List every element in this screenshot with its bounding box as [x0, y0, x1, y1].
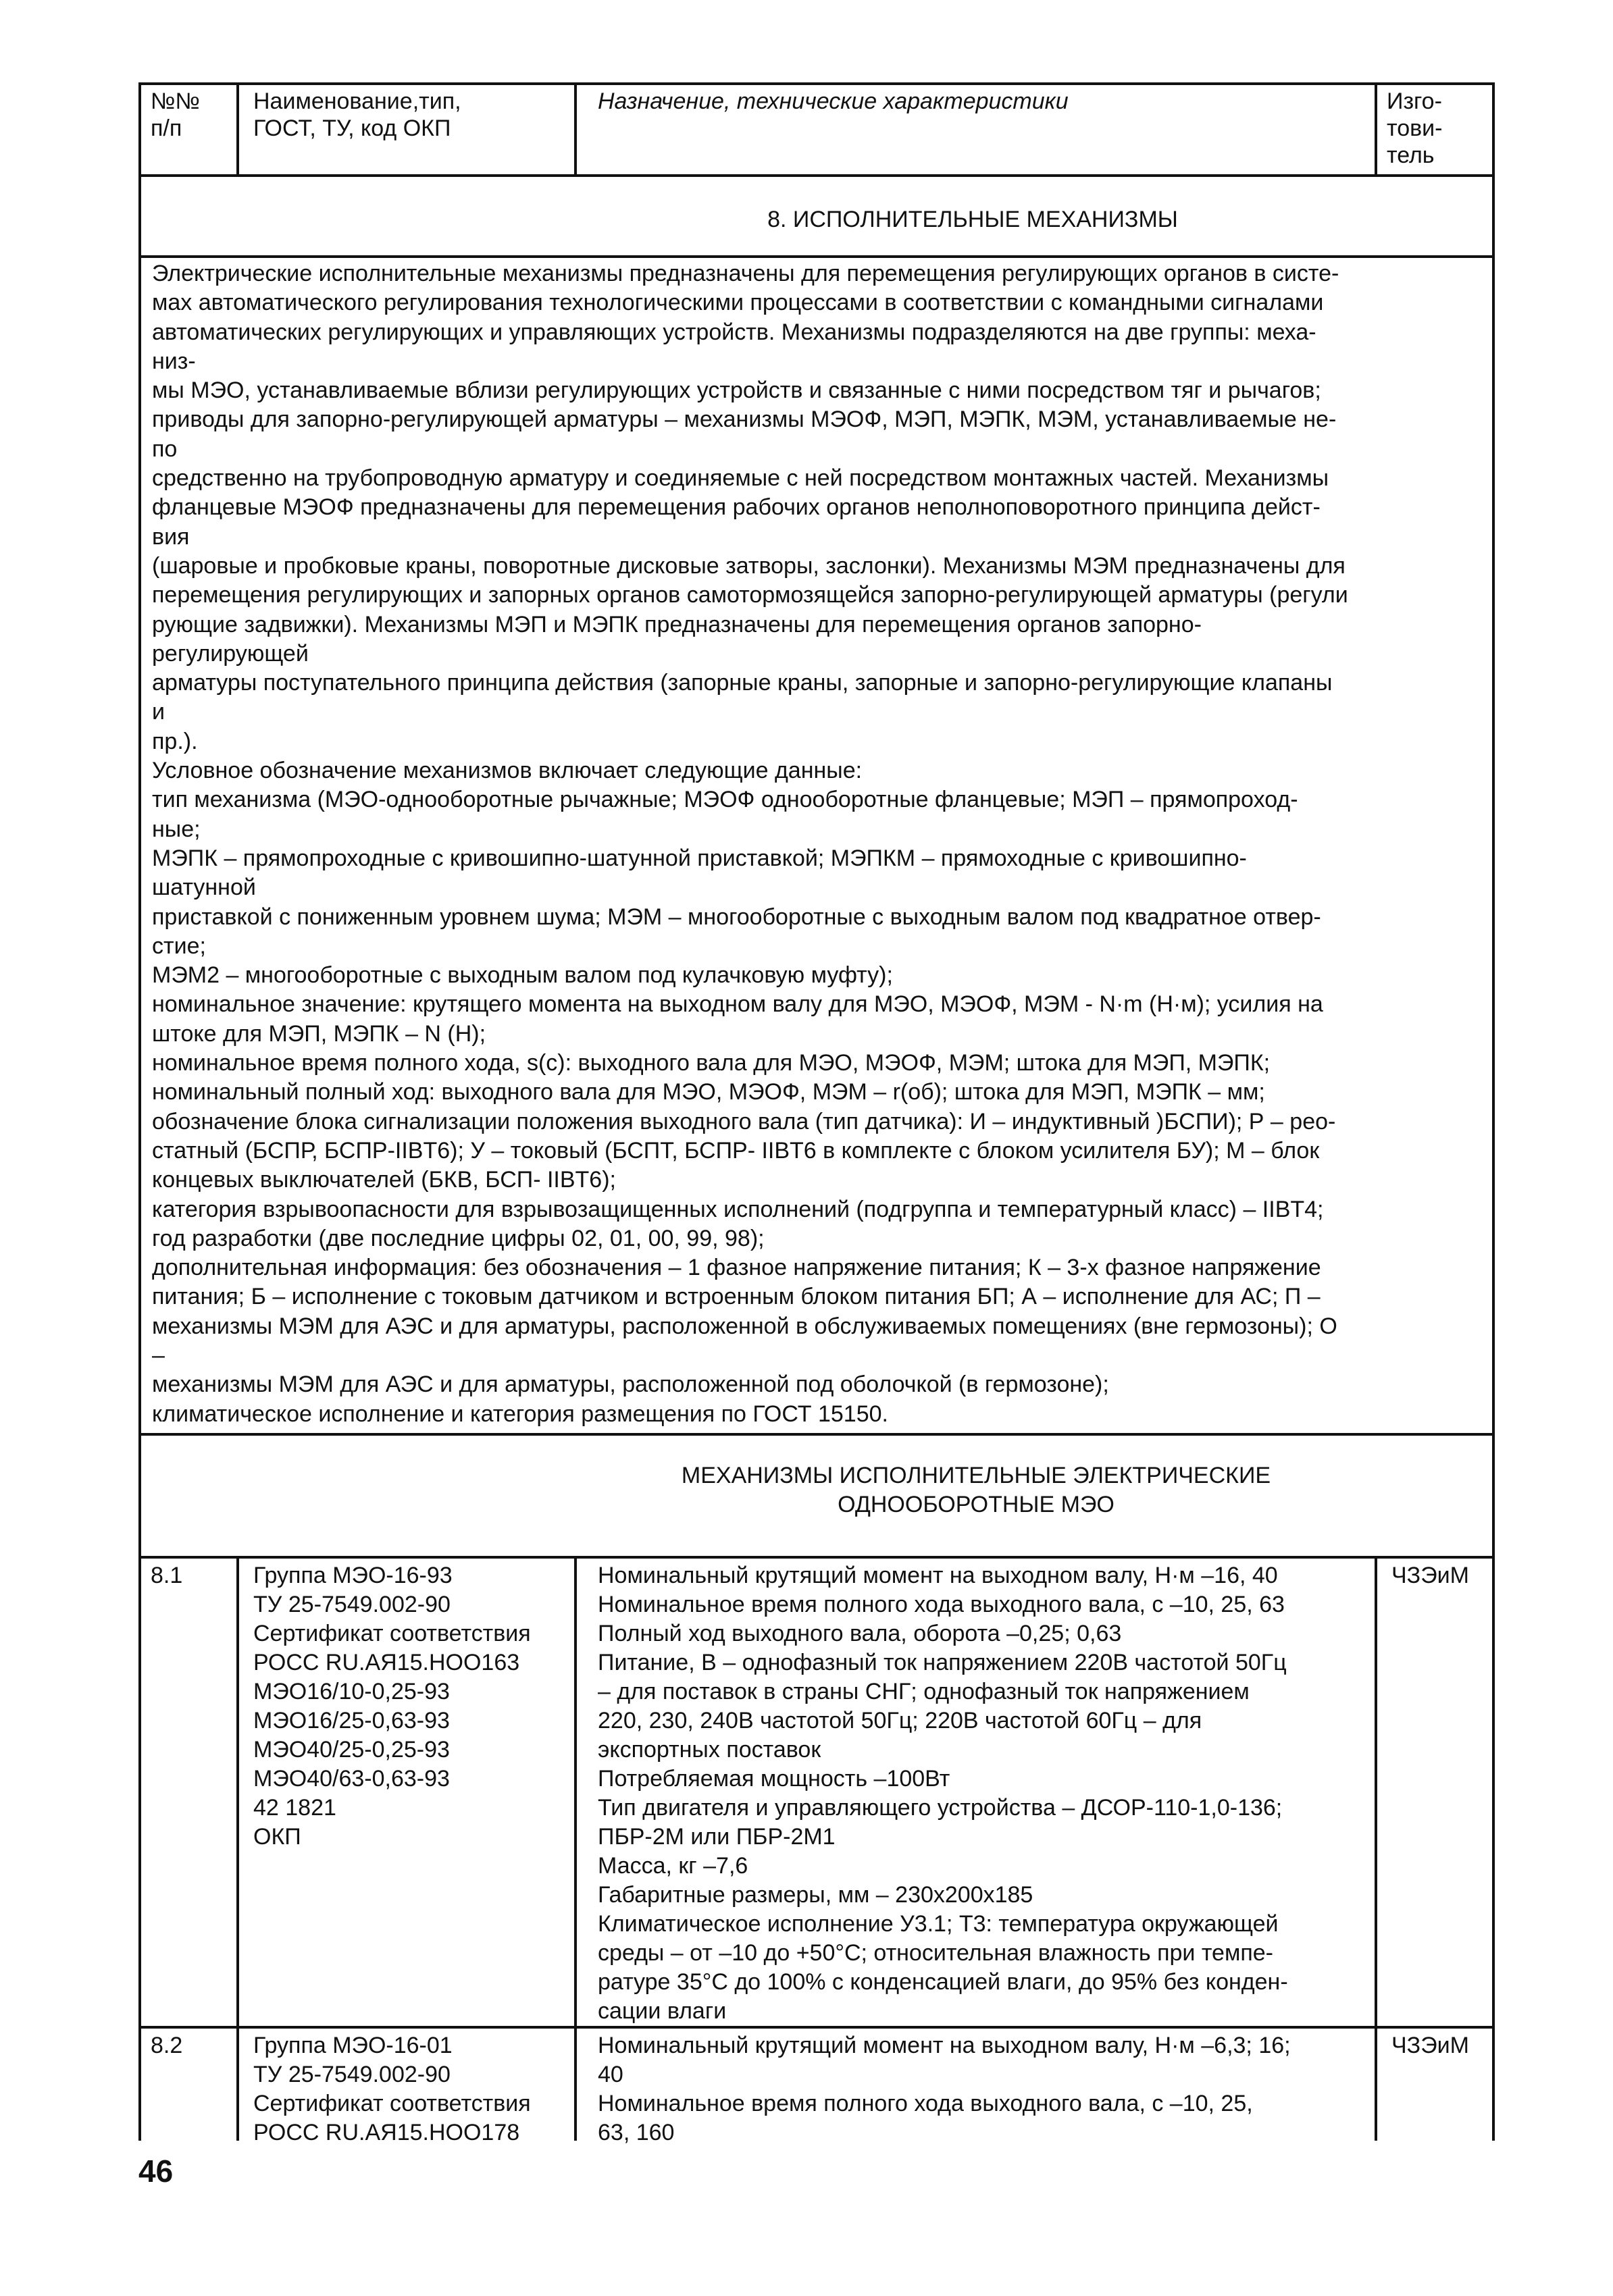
column-divider-2	[574, 82, 577, 176]
page-number: 46	[138, 2154, 174, 2189]
row-specs: Номинальный крутящий момент на выходном валу, Н·м –6,3; 16; 40 Номинальное время полного хода выходного вала, с –10, 25, 63, 160	[598, 2033, 1291, 2145]
header-col-name: Наименование,тип, ГОСТ, ТУ, код ОКП	[253, 88, 461, 141]
column-divider-2-body	[574, 1556, 577, 2141]
column-divider-3	[1375, 82, 1377, 176]
table-border-left	[138, 82, 141, 2141]
header-col-maker: Изго- тови- тель	[1387, 88, 1443, 168]
header-col-number: №№ п/п	[151, 88, 200, 141]
row-name: Группа МЭО-16-93 ТУ 25-7549.002-90 Сертификат соответствия РОСС RU.АЯ15.НОО163 МЭО16/10-0,25-93 МЭО16/25-0,63-93 МЭО40/25-0,25-93 МЭО40/63-0,63-93 42 1821 ОКП	[253, 1563, 531, 1850]
subsection-title: МЕХАНИЗМЫ ИСПОЛНИТЕЛЬНЫЕ ЭЛЕКТРИЧЕСКИЕ ОДНООБОРОТНЫЕ МЭО	[681, 1463, 1271, 1517]
section-divider	[138, 255, 1495, 258]
column-divider-3-body	[1375, 1556, 1377, 2141]
row-specs: Номинальный крутящий момент на выходном валу, Н·м –16, 40 Номинальное время полного хода выходного вала, с –10, 25, 63 Полный ход выходного вала, оборота –0,25; 0,63 Питание, В – однофазный ток напряжением 220В частотой 50Гц – для поставок в страны СНГ; однофазный ток напряжением 220, 230, 240В частотой 50Гц; 220В частотой 60Гц – для экспортных поставок Потребляемая мощность –100Вт Тип двигателя и управляющего устройства – ДСОР-110-1,0-136; ПБР-2М или ПБР-2М1 Масса, кг –7,6 Габаритные размеры, мм – 230х200х185 Климатическое исполнение У3.1; Т3: температура окружающей среды – от –10 до +50°С; относительная влажность при темпе- ратуре 35°С до 100% с конденсацией влаги, до 95% без конден- сации влаги	[598, 1563, 1288, 2024]
row-divider	[138, 2026, 1495, 2029]
row-name: Группа МЭО-16-01 ТУ 25-7549.002-90 Сертификат соответствия РОСС RU.АЯ15.НОО178	[253, 2033, 531, 2145]
table-border-top	[138, 82, 1495, 85]
column-divider-1	[236, 82, 239, 176]
row-number: 8.1	[151, 1563, 183, 1588]
section-title: 8. ИСПОЛНИТЕЛЬНЫЕ МЕХАНИЗМЫ	[767, 207, 1178, 232]
header-col-purpose: Назначение, технические характеристики	[598, 88, 1069, 114]
table-border-right	[1492, 82, 1495, 2141]
intro-divider	[138, 1433, 1495, 1436]
row-maker: ЧЗЭиМ	[1391, 1563, 1469, 1588]
header-divider	[138, 174, 1495, 177]
row-maker: ЧЗЭиМ	[1391, 2033, 1469, 2058]
row-number: 8.2	[151, 2033, 183, 2058]
column-divider-1-body	[236, 1556, 239, 2141]
subsection-divider	[138, 1556, 1495, 1559]
intro-paragraph: Электрические исполнительные механизмы предназначены для перемещения регулирующих органов в систе- мах автоматического регулирования технологическими процессами в соответствии с командными сигналами автоматических регулирующих и управляющих устройств. Механизмы подразделяются на две группы: меха- низ- мы МЭО, устанавливаемые вблизи регулирующих устройств и связанные с ними посредством тяг и рычагов; приводы для запорно-регулирующей арматуры – механизмы МЭОФ, МЭП, МЭПК, МЭМ, устанавливаемые не- по средственно на трубопроводную арматуру и соединяемые с ней посредством монтажных частей. Механизмы фланцевые МЭОФ предназначены для перемещения рабочих органов неполноповоротного принципа дейст- вия (шаровые и пробковые краны, поворотные дисковые затворы, заслонки). Механизмы МЭМ предназначены для перемещения регулирующих и запорных органов самотормозящейся запорно-регулирующей арматуры (регули рующие задвижки). Механизмы МЭП и МЭПК предназначены для перемещения органов запорно- регулирующей арматуры поступательного принципа действия (запорные краны, запорные и запорно-регулирующие клапаны и пр.). Условное обозначение механизмов включает следующие данные: тип механизма (МЭО-однооборотные рычажные; МЭОФ однооборотные фланцевые; МЭП – прямопроход- ные; МЭПК – прямопроходные с кривошипно-шатунной приставкой; МЭПКМ – прямоходные с кривошипно- шатунной приставкой с пониженным уровнем шума; МЭМ – многооборотные с выходным валом под квадратное отвер- стие; МЭМ2 – многооборотные с выходным валом под кулачковую муфту); номинальное значение: крутящего момента на выходном валу для МЭО, МЭОФ, МЭМ - N·m (Н·м); усилия на штоке для МЭП, МЭПК – N (Н); номинальное время полного хода, s(c): выходного вала для МЭО, МЭОФ, МЭМ; штока для МЭП, МЭПК; номинальный полный ход: выходного вала для МЭО, МЭОФ, МЭМ – r(об); штока для МЭП, МЭПК – мм; обозначение блока сигнализации положения выходного вала (тип датчика): И – индуктивный )БСПИ); Р – рео- статный (БСПР, БСПР-IIBT6); У – токовый (БСПТ, БСПР- IIBT6 в комплекте с блоком усилителя БУ); М – блок концевых выключателей (БКВ, БСП- IIBT6); категория взрывоопасности для взрывозащищенных исполнений (подгруппа и температурный класс) – IIBT4; год разработки (две последние цифры 02, 01, 00, 99, 98); дополнительная информация: без обозначения – 1 фазное напряжение питания; К – 3-х фазное напряжение питания; Б – исполнение с токовым датчиком и встроенным блоком питания БП; А – исполнение для АС; П – механизмы МЭМ для АЭС и для арматуры, расположенной в обслуживаемых помещениях (вне гермозоны); О – механизмы МЭМ для АЭС и для арматуры, расположенной под оболочкой (в гермозоне); климатическое исполнение и категория размещения по ГОСТ 15150.	[152, 261, 1348, 1427]
equipment-table	[138, 82, 1495, 2145]
